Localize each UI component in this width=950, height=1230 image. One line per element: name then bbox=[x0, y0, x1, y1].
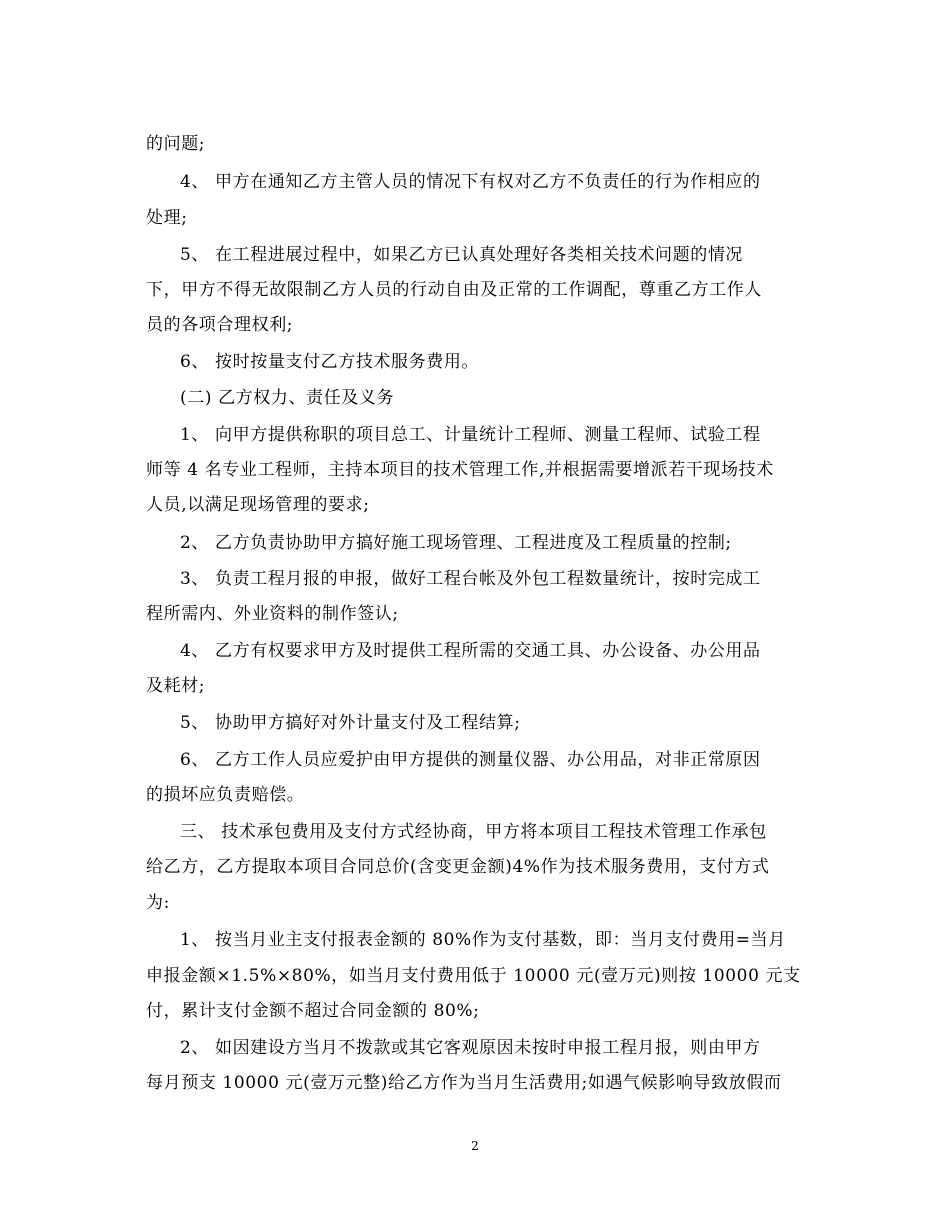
section-heading: (二) 乙方权力、责任及义务 bbox=[180, 388, 395, 408]
text-line: 1、 向甲方提供称职的项目总工、计量统计工程师、测量工程师、试验工程 bbox=[180, 425, 761, 445]
text-line: 4、 甲方在通知乙方主管人员的情况下有权对乙方不负责任的行为作相应的 bbox=[180, 172, 761, 192]
text-line: 程所需内、外业资料的制作签认; bbox=[146, 604, 399, 624]
text-line: 6、 乙方工作人员应爱护由甲方提供的测量仪器、办公用品，对非正常原因 bbox=[180, 750, 761, 770]
text-line: 三、 技术承包费用及支付方式经协商，甲方将本项目工程技术管理工作承包 bbox=[180, 822, 767, 842]
text-line: 每月预支 10000 元(壹万元整)给乙方作为当月生活费用;如遇气候影响导致放假而 bbox=[146, 1073, 782, 1093]
text-line: 处理; bbox=[146, 208, 188, 228]
text-line: 6、 按时按量支付乙方技术服务费用。 bbox=[180, 352, 480, 372]
text-line: 4、 乙方有权要求甲方及时提供工程所需的交通工具、办公设备、办公用品 bbox=[180, 641, 761, 661]
text-line: 师等 4 名专业工程师，主持本项目的技术管理工作,并根据需要增派若干现场技术 bbox=[146, 460, 774, 480]
page-number: 2 bbox=[471, 1139, 479, 1153]
text-line: 的损坏应负责赔偿。 bbox=[146, 785, 305, 805]
text-line: 及耗材; bbox=[146, 676, 206, 696]
text-line: 申报金额×1.5%×80%，如当月支付费用低于 10000 元(壹万元)则按 10000 元支 bbox=[146, 966, 801, 986]
text-line: 员的各项合理权利; bbox=[146, 315, 294, 335]
text-line: 2、 如因建设方当月不拨款或其它客观原因未按时申报工程月报，则由甲方 bbox=[180, 1038, 761, 1058]
text-line: 人员,以满足现场管理的要求; bbox=[146, 495, 370, 515]
text-line: 下，甲方不得无故限制乙方人员的行动自由及正常的工作调配，尊重乙方工作人 bbox=[146, 280, 762, 300]
text-line: 的问题; bbox=[146, 134, 206, 154]
text-line: 付，累计支付金额不超过合同金额的 80%; bbox=[146, 1001, 480, 1021]
text-line: 1、 按当月业主支付报表金额的 80%作为支付基数，即：当月支付费用=当月 bbox=[180, 930, 786, 950]
text-line: 5、 在工程进展过程中，如果乙方已认真处理好各类相关技术问题的情况 bbox=[180, 245, 744, 265]
text-line: 5、 协助甲方搞好对外计量支付及工程结算; bbox=[180, 713, 521, 733]
text-line: 2、 乙方负责协助甲方搞好施工现场管理、工程进度及工程质量的控制; bbox=[180, 533, 732, 553]
text-line: 为: bbox=[146, 893, 170, 913]
text-line: 3、 负责工程月报的申报，做好工程台帐及外包工程数量统计，按时完成工 bbox=[180, 569, 761, 589]
text-line: 给乙方，乙方提取本项目合同总价(含变更金额)4%作为技术服务费用，支付方式 bbox=[146, 857, 770, 877]
